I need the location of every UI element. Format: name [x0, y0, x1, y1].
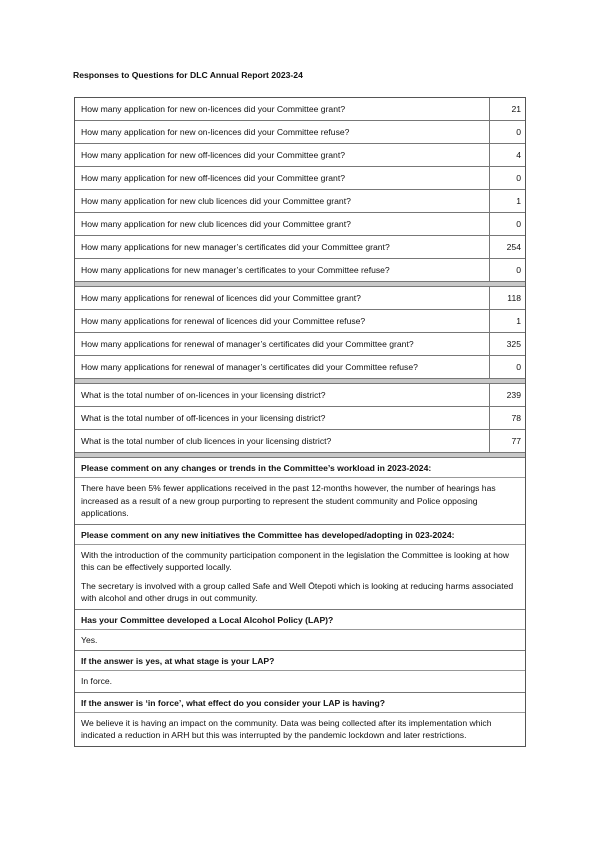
answer-cell: 0 [516, 219, 521, 229]
question-cell: How many applications for new manager’s certificates did your Committee grant? [75, 236, 490, 258]
section-heading: If the answer is yes, at what stage is your LAP? [75, 655, 525, 671]
table-row [75, 259, 525, 282]
responses-table [74, 97, 526, 747]
section-heading: If the answer is ‘in force’, what effect do you consider your LAP is having? [75, 697, 525, 713]
section-text: We believe it is having an impact on the community. Data was being collected after its implementation which indicated a reduction in ARH but this was interrupted by the pandemic lockdown and later restrictions. [81, 717, 492, 740]
answer-cell: 0 [516, 127, 521, 137]
comment-section-lap-stage [75, 651, 525, 693]
question-cell: What is the total number of on-licences in your licensing district? [75, 384, 490, 406]
answer-cell: 325 [506, 339, 521, 349]
answer-cell: 118 [507, 293, 521, 303]
table-row [75, 430, 525, 453]
answer-cell: 239 [506, 390, 521, 400]
question-cell: How many application for new on-licences did your Committee refuse? [75, 121, 490, 143]
question-cell: What is the total number of club licences in your licensing district? [75, 430, 490, 452]
table-row [75, 190, 525, 213]
answer-cell: 0 [516, 362, 521, 372]
table-row [75, 407, 525, 430]
answer-cell: 1 [516, 316, 521, 326]
question-cell: How many applications for new manager’s certificates to your Committee refuse? [75, 259, 490, 281]
question-cell: How many applications for renewal of licences did your Committee grant? [75, 287, 490, 309]
table-row [75, 98, 525, 121]
question-cell: How many applications for renewal of manager’s certificates did your Committee grant? [75, 333, 490, 355]
section-text: There have been 5% fewer applications received in the past 12-months however, the number of hearings has increased as a result of a new group purporting to represent the student community and Police opposing applications. [81, 483, 496, 518]
question-cell: How many applications for renewal of licences did your Committee refuse? [75, 310, 490, 332]
answer-cell: 4 [516, 150, 521, 160]
comment-section-workload [75, 458, 525, 525]
section-heading: Please comment on any changes or trends in the Committee’s workload in 2023-2024: [75, 462, 525, 478]
comment-section-lap-effect [75, 693, 525, 746]
question-cell: How many application for new off-licences did your Committee grant? [75, 144, 490, 166]
section-heading: Has your Committee developed a Local Alcohol Policy (LAP)? [75, 614, 525, 630]
question-cell: How many application for new club licences did your Committee grant? [75, 213, 490, 235]
section-text: The secretary is involved with a group called Safe and Well Ōtepoti which is looking at reducing harms associated with alcohol and other drugs in out community. [81, 580, 514, 603]
table-row [75, 384, 525, 407]
comment-section-initiatives [75, 525, 525, 610]
answer-cell: 21 [511, 104, 521, 114]
question-cell: How many applications for renewal of manager’s certificates did your Committee refuse? [75, 356, 490, 378]
report-title: Responses to Questions for DLC Annual Report 2023-24 [73, 70, 303, 80]
comment-section-lap [75, 610, 525, 652]
section-text: With the introduction of the community participation component in the legislation the Committee is looking at how this can be effectively supported locally. [81, 549, 510, 572]
question-cell: What is the total number of off-licences in your licensing district? [75, 407, 490, 429]
table-row [75, 167, 525, 190]
table-row [75, 356, 525, 379]
answer-cell: 78 [511, 413, 521, 423]
answer-cell: 0 [516, 173, 521, 183]
answer-cell: 77 [511, 436, 521, 446]
table-row [75, 310, 525, 333]
table-row [75, 333, 525, 356]
answer-cell: 0 [516, 265, 521, 275]
section-text: In force. [81, 676, 113, 686]
answer-cell: 254 [506, 242, 521, 252]
table-row [75, 121, 525, 144]
table-row [75, 287, 525, 310]
section-heading: Please comment on any new initiatives the Committee has developed/adopting in 023-2024: [75, 529, 525, 545]
answer-cell: 1 [516, 196, 521, 206]
question-cell: How many application for new off-licences did your Committee grant? [75, 167, 490, 189]
section-text: Yes. [81, 634, 98, 645]
table-row [75, 213, 525, 236]
table-row [75, 144, 525, 167]
table-row [75, 236, 525, 259]
question-cell: How many application for new on-licences did your Committee grant? [75, 98, 490, 120]
question-cell: How many application for new club licences did your Committee grant? [75, 190, 490, 212]
